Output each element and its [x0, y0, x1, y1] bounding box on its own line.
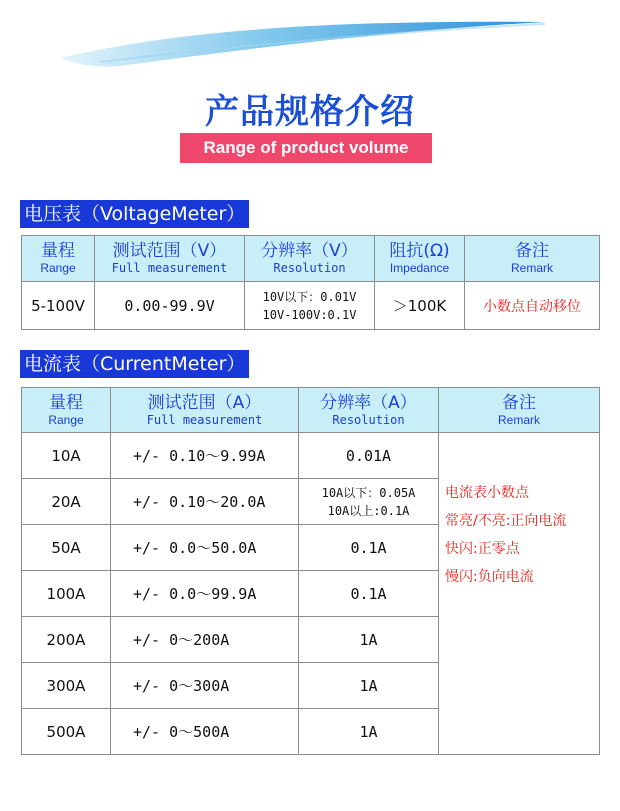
current-measurement-cell: +/- 0.10～20.0A	[111, 479, 299, 525]
voltage-col-impedance: 阻抗(Ω) Impedance	[375, 236, 465, 282]
current-range-cell: 200A	[22, 617, 111, 663]
table-row	[22, 282, 600, 330]
table-row	[22, 433, 600, 479]
voltage-section-heading: 电压表（VoltageMeter）	[20, 200, 249, 228]
remark-line: 电流表小数点	[445, 485, 529, 501]
current-range-cell: 10A	[22, 433, 111, 479]
voltage-header-row	[22, 236, 600, 282]
voltage-range-cell: 5-100V	[22, 282, 95, 330]
wave-decoration	[0, 0, 620, 80]
voltage-table	[21, 235, 600, 330]
voltage-col-measurement: 测试范围（V） Full measurement	[95, 236, 245, 282]
remark-line: 快闪:正零点	[445, 541, 520, 557]
current-measurement-cell: +/- 0～500A	[111, 709, 299, 755]
current-measurement-cell: +/- 0.0～99.9A	[111, 571, 299, 617]
page-subtitle: Range of product volume	[180, 133, 432, 163]
voltage-remark-cell: 小数点自动移位	[465, 282, 600, 330]
voltage-impedance-cell: ＞100K	[375, 282, 465, 330]
voltage-col-remark: 备注 Remark	[465, 236, 600, 282]
page-title: 产品规格介绍	[205, 92, 415, 132]
remark-line: 常亮/不亮:正向电流	[445, 513, 567, 529]
current-resolution-cell: 10A以下：0.05A 10A以上:0.1A	[299, 479, 439, 525]
current-resolution-cell: 0.1A	[299, 571, 439, 617]
current-measurement-cell: +/- 0～200A	[111, 617, 299, 663]
current-col-remark: 备注 Remark	[439, 388, 600, 433]
current-measurement-cell: +/- 0.10～9.99A	[111, 433, 299, 479]
remark-line: 慢闪:负向电流	[445, 569, 534, 585]
current-resolution-cell: 0.01A	[299, 433, 439, 479]
voltage-resolution-cell: 10V以下：0.01V 10V-100V:0.1V	[245, 282, 375, 330]
current-col-measurement: 测试范围（A） Full measurement	[111, 388, 299, 433]
current-resolution-cell: 1A	[299, 617, 439, 663]
current-range-cell: 20A	[22, 479, 111, 525]
current-header-row	[22, 388, 600, 433]
voltage-col-resolution: 分辨率（V） Resolution	[245, 236, 375, 282]
current-range-cell: 100A	[22, 571, 111, 617]
current-range-cell: 50A	[22, 525, 111, 571]
current-measurement-cell: +/- 0～300A	[111, 663, 299, 709]
current-range-cell: 500A	[22, 709, 111, 755]
current-resolution-cell: 1A	[299, 663, 439, 709]
current-col-range: 量程 Range	[22, 388, 111, 433]
current-resolution-cell: 1A	[299, 709, 439, 755]
current-range-cell: 300A	[22, 663, 111, 709]
current-measurement-cell: +/- 0.0～50.0A	[111, 525, 299, 571]
current-table	[21, 387, 600, 755]
current-remark-cell	[439, 433, 600, 755]
current-resolution-cell: 0.1A	[299, 525, 439, 571]
voltage-col-range: 量程 Range	[22, 236, 95, 282]
current-section-heading: 电流表（CurrentMeter）	[20, 350, 249, 378]
current-col-resolution: 分辨率（A） Resolution	[299, 388, 439, 433]
voltage-measurement-cell: 0.00-99.9V	[95, 282, 245, 330]
